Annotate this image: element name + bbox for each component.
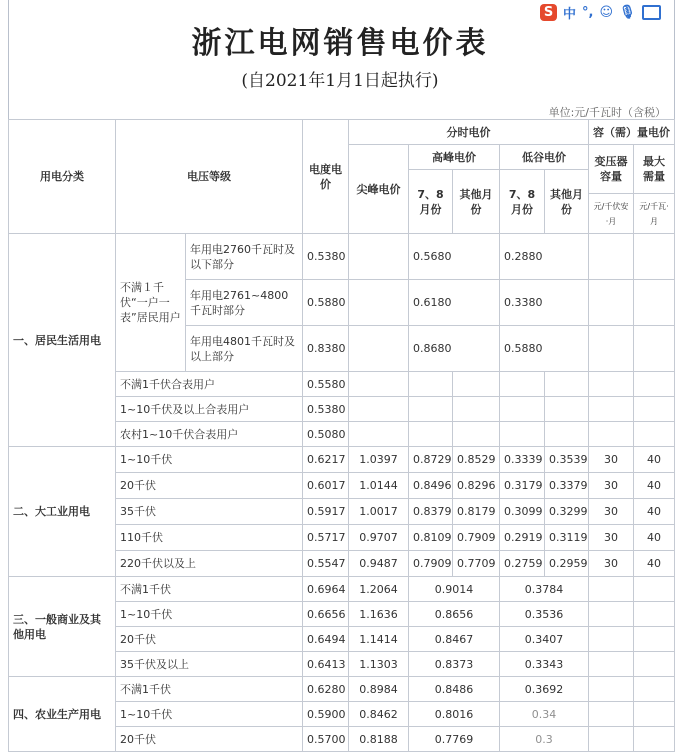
low-other-cell: 0.3119 [545,525,589,551]
table-row [9,447,675,473]
low-price-cell: 0.3343 [500,652,589,677]
low-summer-cell: 0.3179 [500,473,545,499]
peak-price-cell: 1.0017 [349,499,409,525]
price-cell: 0.6280 [303,677,349,702]
low-price-cell: 0.3784 [500,577,589,602]
price-cell: 0.5080 [303,422,349,447]
price-cell: 0.5380 [303,234,349,280]
voltage-label: 不满1千伏合表用户 [116,372,303,397]
high-price-cell: 0.6180 [409,280,500,326]
header-base-price: 电度电价 [303,120,349,234]
low-price-cell: 0.5880 [500,326,589,372]
header-tou: 分时电价 [349,120,589,145]
price-cell: 0.5917 [303,499,349,525]
voltage-label: 35千伏 [116,499,303,525]
category-residential: 一、居民生活用电 [9,234,116,447]
high-price-cell: 0.9014 [409,577,500,602]
voltage-label: 35千伏及以上 [116,652,303,677]
high-price-cell: 0.8373 [409,652,500,677]
residential-sub-label: 不满１千伏“一户一表”居民用户 [116,234,186,372]
price-cell: 0.6656 [303,602,349,627]
low-price-cell: 0.3380 [500,280,589,326]
header-max-demand: 最大需量 [634,145,675,194]
high-summer-cell: 0.8496 [409,473,453,499]
peak-price-cell: 1.2064 [349,577,409,602]
header-peak: 尖峰电价 [349,145,409,234]
category-commercial: 三、一般商业及其他用电 [9,577,116,677]
demand-cell: 40 [634,499,675,525]
voltage-label: 220千伏以及上 [116,551,303,577]
high-price-cell: 0.8016 [409,702,500,727]
high-price-cell: 0.8656 [409,602,500,627]
tier-label: 年用电2761~4800千瓦时部分 [186,280,303,326]
language-toggle[interactable]: 中 [563,6,577,22]
low-price-cell: 0.34 [500,702,589,727]
price-cell: 0.5380 [303,397,349,422]
high-summer-cell: 0.8109 [409,525,453,551]
table-row [9,577,675,602]
peak-price-cell: 0.8188 [349,727,409,752]
peak-price-cell: 1.1636 [349,602,409,627]
high-summer-cell: 0.8729 [409,447,453,473]
peak-price-cell: 1.1414 [349,627,409,652]
high-price-cell: 0.8467 [409,627,500,652]
voltage-label: 1~10千伏及以上合表用户 [116,397,303,422]
transformer-cell: 30 [589,447,634,473]
voltage-label: 1~10千伏 [116,447,303,473]
header-high-other: 其他月份 [453,170,500,234]
tier-label: 年用电4801千瓦时及以上部分 [186,326,303,372]
voltage-label: 不满1千伏 [116,677,303,702]
voltage-label: 20千伏 [116,627,303,652]
low-summer-cell: 0.2919 [500,525,545,551]
voltage-label: 农村1~10千伏合表用户 [116,422,303,447]
header-transformer-unit: 元/千伏安·月 [589,194,634,234]
low-price-cell: 0.3692 [500,677,589,702]
table-row [9,677,675,702]
transformer-cell: 30 [589,551,634,577]
low-other-cell: 0.2959 [545,551,589,577]
high-summer-cell: 0.7909 [409,551,453,577]
high-other-cell: 0.8529 [453,447,500,473]
header-demand-unit: 元/千瓦·月 [634,194,675,234]
transformer-cell: 30 [589,473,634,499]
price-cell: 0.8380 [303,326,349,372]
demand-cell: 40 [634,473,675,499]
demand-cell: 40 [634,447,675,473]
demand-cell: 40 [634,551,675,577]
price-cell: 0.6494 [303,627,349,652]
unit-note: 单位:元/千瓦时（含税） [548,106,666,119]
emoji-icon[interactable]: ☺ [599,4,614,20]
price-cell: 0.5700 [303,727,349,752]
high-other-cell: 0.8179 [453,499,500,525]
microphone-icon[interactable]: 🎙 [619,4,636,20]
price-cell: 0.6217 [303,447,349,473]
low-price-cell: 0.3 [500,727,589,752]
low-price-cell: 0.3407 [500,627,589,652]
high-price-cell: 0.7769 [409,727,500,752]
peak-price-cell: 1.0144 [349,473,409,499]
price-cell: 0.6017 [303,473,349,499]
sogou-logo-icon[interactable]: S [540,4,557,21]
price-cell: 0.6413 [303,652,349,677]
high-other-cell: 0.7909 [453,525,500,551]
demand-cell: 40 [634,525,675,551]
high-other-cell: 0.8296 [453,473,500,499]
price-cell: 0.5880 [303,280,349,326]
header-low-jul-aug: 7、8月份 [500,170,545,234]
voltage-label: 1~10千伏 [116,602,303,627]
voltage-label: 110千伏 [116,525,303,551]
low-other-cell: 0.3379 [545,473,589,499]
header-category: 用电分类 [9,120,116,234]
page-title: 浙江电网销售电价表 [191,26,489,61]
peak-price-cell: 0.9707 [349,525,409,551]
page-subtitle: (自2021年1月1日起执行) [241,71,439,91]
peak-price-cell: 0.9487 [349,551,409,577]
price-table [8,119,675,752]
price-cell: 0.5717 [303,525,349,551]
peak-price-cell: 0.8984 [349,677,409,702]
transformer-cell: 30 [589,499,634,525]
voltage-label: 1~10千伏 [116,702,303,727]
low-summer-cell: 0.2759 [500,551,545,577]
high-price-cell: 0.5680 [409,234,500,280]
price-cell: 0.5547 [303,551,349,577]
peak-price-cell: 1.0397 [349,447,409,473]
header-low: 低谷电价 [500,145,589,170]
category-agriculture: 四、农业生产用电 [9,677,116,752]
transformer-cell: 30 [589,525,634,551]
peak-price-cell: 1.1303 [349,652,409,677]
punctuation-toggle[interactable]: °, [582,4,594,20]
header-capacity: 容（需）量电价 [589,120,675,145]
price-cell: 0.5900 [303,702,349,727]
header-high-jul-aug: 7、8月份 [409,170,453,234]
price-cell: 0.6964 [303,577,349,602]
category-industrial: 二、大工业用电 [9,447,116,577]
tier-label: 年用电2760千瓦时及以下部分 [186,234,303,280]
high-price-cell: 0.8680 [409,326,500,372]
header-voltage: 电压等级 [116,120,303,234]
voltage-label: 20千伏 [116,473,303,499]
voltage-label: 20千伏 [116,727,303,752]
high-other-cell: 0.7709 [453,551,500,577]
high-summer-cell: 0.8379 [409,499,453,525]
peak-price-cell: 0.8462 [349,702,409,727]
low-price-cell: 0.2880 [500,234,589,280]
low-other-cell: 0.3539 [545,447,589,473]
low-price-cell: 0.3536 [500,602,589,627]
price-cell: 0.5580 [303,372,349,397]
header-transformer: 变压器容量 [589,145,634,194]
header-high: 高峰电价 [409,145,500,170]
low-summer-cell: 0.3099 [500,499,545,525]
low-summer-cell: 0.3339 [500,447,545,473]
voltage-label: 不满1千伏 [116,577,303,602]
table-row [9,234,675,280]
high-price-cell: 0.8486 [409,677,500,702]
header-low-other: 其他月份 [545,170,589,234]
low-other-cell: 0.3299 [545,499,589,525]
